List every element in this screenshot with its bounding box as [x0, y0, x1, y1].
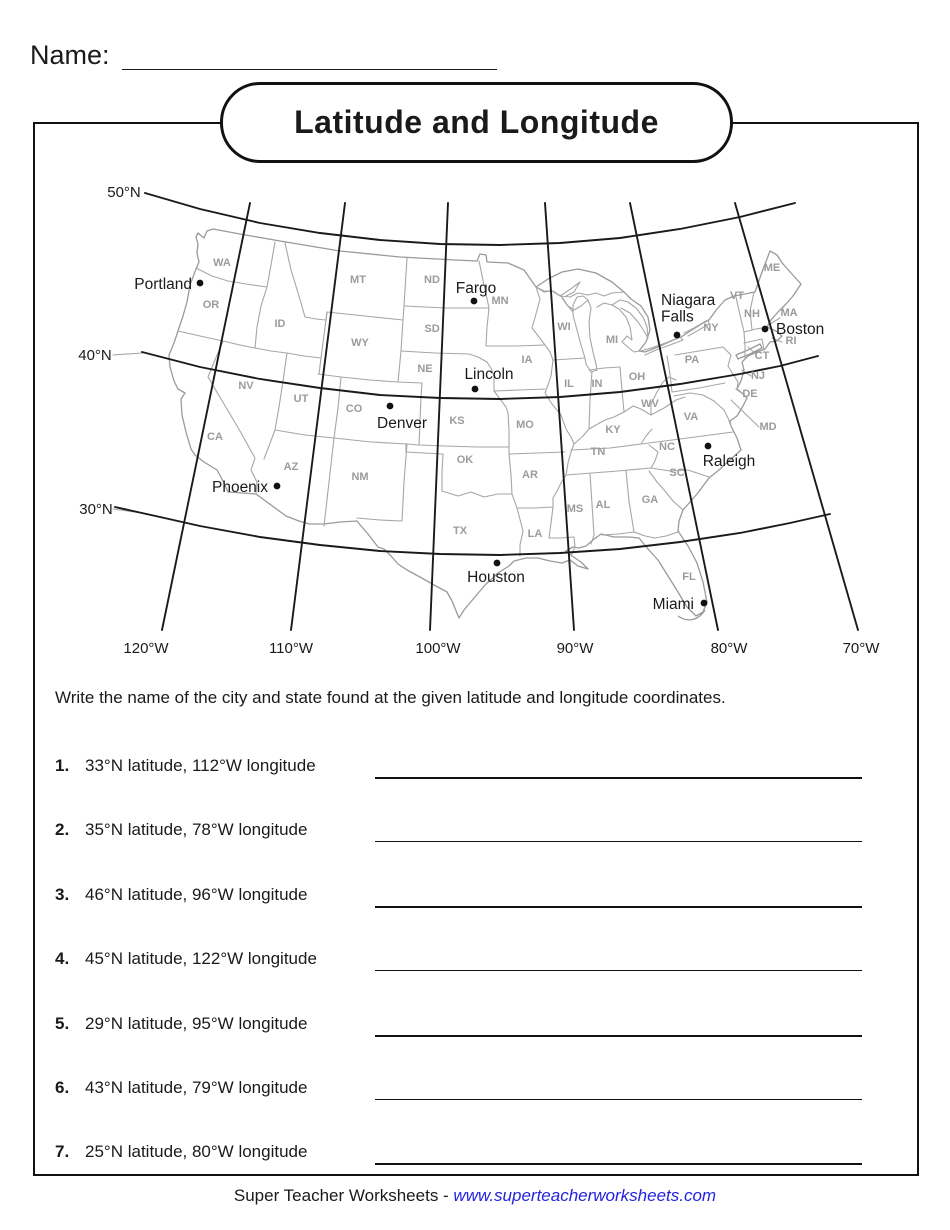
question-number: 4.	[55, 949, 70, 969]
question-number: 3.	[55, 884, 70, 904]
city-label-niagara-falls: Niagara	[661, 292, 716, 309]
state-label-ia: IA	[521, 354, 533, 366]
question-text: 29°N latitude, 95°W longitude	[85, 1013, 308, 1033]
answer-line[interactable]	[375, 1163, 862, 1165]
latitude-label-1: 40°N	[78, 347, 112, 364]
state-label-wa: WA	[213, 257, 231, 269]
question-row	[55, 881, 862, 945]
longitude-labels	[123, 640, 880, 657]
state-label-ca: CA	[207, 431, 223, 443]
city-label-lincoln: Lincoln	[464, 366, 514, 383]
longitude-label-3: 90°W	[556, 640, 594, 657]
state-label-in: IN	[591, 378, 603, 390]
meridian-70w	[735, 203, 858, 630]
state-label-wy: WY	[351, 337, 369, 349]
answer-line[interactable]	[375, 970, 862, 971]
latitude-label-2: 30°N	[79, 501, 113, 518]
state-label-co: CO	[345, 403, 363, 415]
state-label-ks: KS	[449, 415, 465, 427]
state-label-oh: OH	[628, 371, 646, 383]
state-label-id: ID	[274, 318, 286, 330]
state-label-nj: NJ	[750, 370, 766, 382]
state-label-wi: WI	[557, 321, 571, 333]
question-row	[55, 816, 862, 880]
state-label-nh: NH	[744, 308, 760, 320]
city-dot-houston	[494, 560, 501, 567]
state-label-nd: ND	[424, 274, 440, 286]
state-label-ny: NY	[703, 322, 719, 334]
name-label: Name:	[30, 40, 110, 70]
city-label-portland: Portland	[134, 276, 192, 293]
city-label-houston: Houston	[467, 569, 525, 586]
latitude-label-0: 50°N	[107, 184, 141, 201]
footer	[0, 1186, 950, 1206]
meridian-100w	[430, 203, 448, 630]
city-label-niagara-falls: Falls	[661, 308, 694, 326]
question-number: 6.	[55, 1077, 70, 1097]
question-text: 33°N latitude, 112°W longitude	[85, 756, 316, 775]
meridian-90w	[545, 203, 574, 630]
question-number: 7.	[55, 1142, 70, 1162]
meridian-120w	[162, 203, 250, 630]
question-text: 43°N latitude, 79°W longitude	[85, 1077, 308, 1097]
footer-link[interactable]: www.superteacherworksheets.com	[453, 1186, 717, 1205]
state-label-nm: NM	[351, 471, 369, 483]
city-label-boston: Boston	[776, 321, 825, 338]
state-label-tn: TN	[590, 446, 606, 458]
parallel-30n	[115, 507, 830, 555]
latitude-labels	[78, 184, 141, 518]
answer-line[interactable]	[375, 841, 862, 842]
state-label-mt: MT	[350, 274, 366, 286]
question-row	[55, 752, 862, 816]
state-label-ri: RI	[785, 335, 797, 347]
state-label-sc: SC	[669, 467, 685, 479]
us-map	[33, 122, 921, 680]
city-dot-portland	[197, 280, 204, 287]
state-label-sd: SD	[424, 323, 440, 335]
state-label-or: OR	[202, 299, 220, 311]
question-text: 46°N latitude, 96°W longitude	[85, 884, 308, 904]
answer-line[interactable]	[375, 1099, 862, 1100]
answer-line[interactable]	[375, 1035, 862, 1037]
answer-line[interactable]	[375, 777, 862, 779]
question-text: 25°N latitude, 80°W longitude	[85, 1142, 308, 1162]
state-label-al: AL	[595, 499, 611, 511]
city-markers	[134, 276, 824, 613]
footer-text: Super Teacher Worksheets -	[233, 1186, 454, 1205]
question-text: 45°N latitude, 122°W longitude	[85, 949, 317, 969]
city-dot-phoenix	[274, 483, 281, 490]
city-dot-boston	[762, 326, 769, 333]
longitude-label-5: 70°W	[842, 640, 880, 657]
state-label-va: VA	[683, 411, 699, 423]
state-label-ut: UT	[293, 393, 309, 405]
question-text: 35°N latitude, 78°W longitude	[85, 820, 308, 840]
city-label-fargo: Fargo	[455, 280, 497, 297]
state-label-tx: TX	[452, 525, 468, 537]
state-label-vt: VT	[729, 290, 745, 302]
state-label-nv: NV	[238, 380, 254, 392]
city-dot-miami	[701, 600, 708, 607]
longitude-label-1: 110°W	[268, 640, 314, 657]
state-label-ct: CT	[754, 350, 770, 362]
state-label-ms: MS	[566, 503, 584, 515]
state-label-ok: OK	[456, 454, 474, 466]
city-label-miami: Miami	[652, 596, 694, 613]
city-dot-fargo	[471, 298, 478, 305]
city-dot-niagara-falls	[674, 332, 681, 339]
state-label-il: IL	[564, 378, 574, 390]
city-dot-raleigh	[705, 443, 712, 450]
state-label-mi: MI	[605, 334, 619, 346]
longitude-label-4: 80°W	[710, 640, 748, 657]
lake-huron-shore	[612, 300, 648, 338]
state-label-ar: AR	[522, 469, 538, 481]
state-label-mo: MO	[516, 419, 534, 431]
page-title: Latitude and Longitude	[220, 82, 733, 163]
longitude-label-2: 100°W	[415, 640, 461, 657]
state-label-ne: NE	[417, 363, 433, 375]
state-label-me: ME	[763, 262, 781, 274]
question-row	[55, 1010, 862, 1074]
question-number: 2.	[55, 820, 70, 840]
meridian-80w	[630, 203, 718, 630]
questions	[55, 752, 862, 1203]
state-label-md: MD	[759, 421, 777, 433]
state-label-nc: NC	[659, 441, 675, 453]
instruction-text: Write the name of the city and state found at the given latitude and longitude coordinates.	[55, 688, 726, 707]
city-dot-lincoln	[472, 386, 479, 393]
answer-line[interactable]	[375, 906, 862, 908]
name-input-line[interactable]	[122, 69, 497, 70]
lake-superior-shore	[536, 282, 624, 297]
city-label-denver: Denver	[377, 415, 427, 432]
question-row	[55, 1074, 862, 1138]
city-dot-denver	[387, 403, 394, 410]
city-label-phoenix: Phoenix	[211, 479, 268, 496]
state-label-az: AZ	[283, 461, 299, 473]
state-label-wv: WV	[641, 398, 659, 410]
state-label-de: DE	[742, 388, 758, 400]
longitude-label-0: 120°W	[123, 640, 169, 657]
state-label-ga: GA	[641, 494, 659, 506]
state-label-la: LA	[527, 528, 543, 540]
question-row	[55, 945, 862, 1009]
question-number: 5.	[55, 1013, 70, 1033]
city-label-raleigh: Raleigh	[702, 453, 756, 470]
state-label-ky: KY	[605, 424, 621, 436]
state-label-pa: PA	[684, 354, 700, 366]
state-label-mn: MN	[491, 295, 509, 307]
state-label-fl: FL	[682, 571, 696, 583]
state-label-ma: MA	[780, 307, 798, 319]
question-number: 1.	[55, 756, 70, 775]
